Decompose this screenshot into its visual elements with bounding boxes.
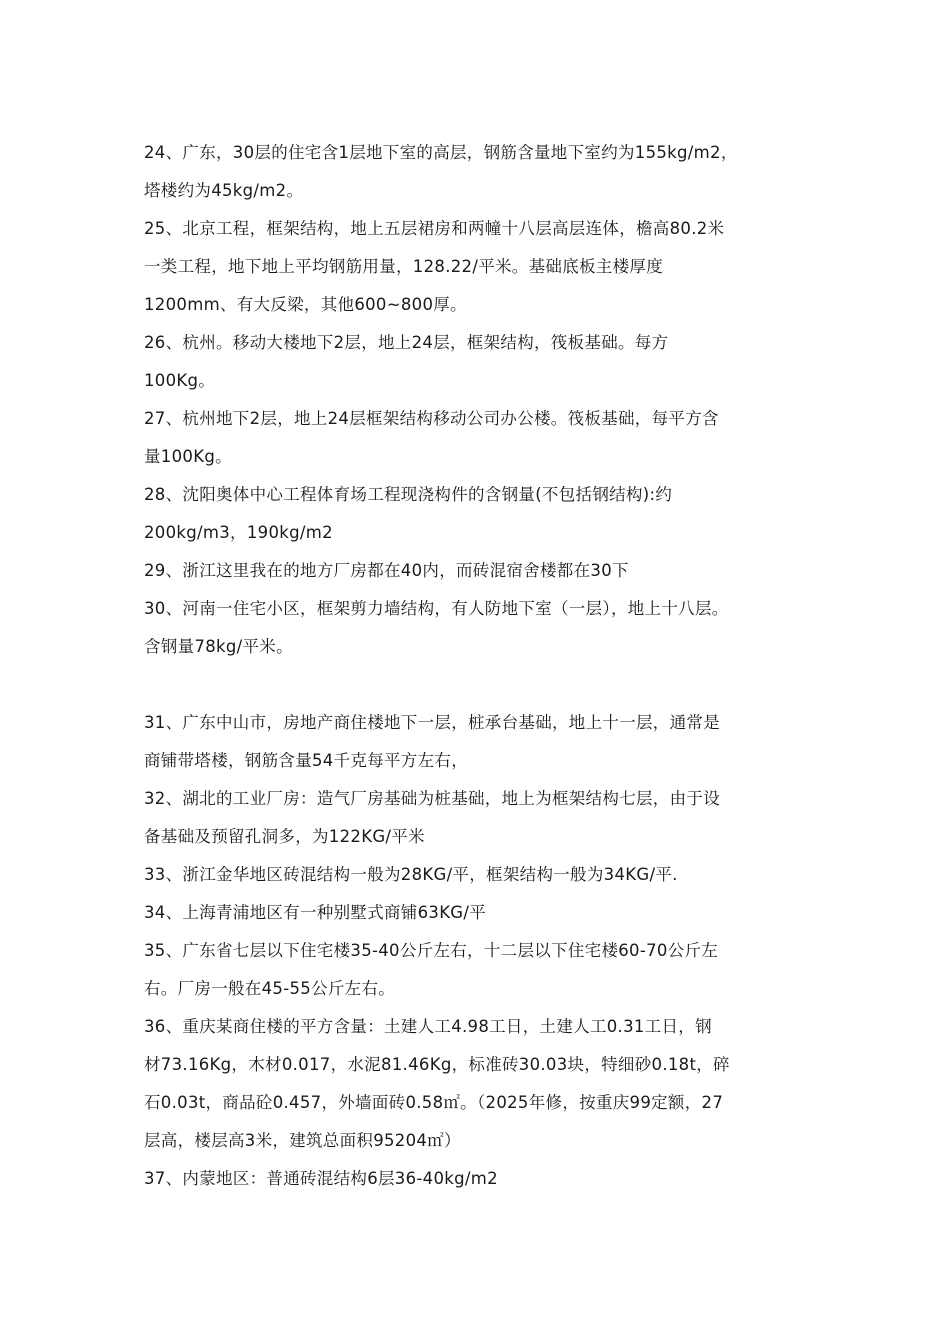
text-line: 1200mm、有大反梁，其他600~800厚。 (144, 295, 467, 314)
text-line: 37、内蒙地区：普通砖混结构6层36-40kg/m2 (144, 1169, 498, 1188)
text-line: 备基础及预留孔洞多，为122KG/平米 (144, 827, 425, 846)
text-line: 25、北京工程，框架结构，地上五层裙房和两幢十八层高层连体，檐高80.2米 (144, 219, 725, 238)
text-line: 量100Kg。 (144, 447, 232, 466)
text-line: 200kg/m3，190kg/m2 (144, 523, 333, 542)
text-line: 右。厂房一般在45-55公斤左右。 (144, 979, 396, 998)
text-line: 33、浙江金华地区砖混结构一般为28KG/平，框架结构一般为34KG/平. (144, 865, 678, 884)
text-line: 35、广东省七层以下住宅楼35-40公斤左右，十二层以下住宅楼60-70公斤左 (144, 941, 719, 960)
text-line: 一类工程，地下地上平均钢筋用量，128.22/平米。基础底板主楼厚度 (144, 257, 663, 276)
text-line: 29、浙江这里我在的地方厂房都在40内，而砖混宿舍楼都在30下 (144, 561, 629, 580)
text-line: 27、杭州地下2层，地上24层框架结构移动公司办公楼。筏板基础，每平方含 (144, 409, 719, 428)
text-line: 30、河南一住宅小区，框架剪力墙结构，有人防地下室（一层），地上十八层。 (144, 599, 729, 618)
text-line: 36、重庆某商住楼的平方含量：土建人工4.98工日，土建人工0.31工日，钢 (144, 1017, 712, 1036)
text-line: 26、杭州。移动大楼地下2层，地上24层，框架结构，筏板基础。每方 (144, 333, 669, 352)
text-line: 塔楼约为45kg/m2。 (144, 181, 304, 200)
text-line: 34、上海青浦地区有一种别墅式商铺63KG/平 (144, 903, 487, 922)
text-line: 31、广东中山市，房地产商住楼地下一层，桩承台基础，地上十一层，通常是 (144, 713, 720, 732)
text-line: 含钢量78kg/平米。 (144, 637, 293, 656)
text-line: 24、广东，30层的住宅含1层地下室的高层，钢筋含量地下室约为155kg/m2， (144, 143, 738, 162)
text-line: 商铺带塔楼，钢筋含量54千克每平方左右， (144, 751, 468, 770)
text-line: 100Kg。 (144, 371, 216, 390)
text-line: 28、沈阳奥体中心工程体育场工程现浇构件的含钢量(不包括钢结构):约 (144, 485, 673, 504)
text-line: 层高，楼层高3米，建筑总面积95204㎡） (144, 1131, 461, 1150)
text-line: 32、湖北的工业厂房：造气厂房基础为桩基础，地上为框架结构七层，由于设 (144, 789, 720, 808)
text-line: 石0.03t，商品砼0.457，外墙面砖0.58㎡。（2025年修，按重庆99定额，27 (144, 1093, 724, 1112)
text-line: 材73.16Kg，木材0.017，水泥81.46Kg，标准砖30.03块，特细砂0.18t，碎 (144, 1055, 730, 1074)
